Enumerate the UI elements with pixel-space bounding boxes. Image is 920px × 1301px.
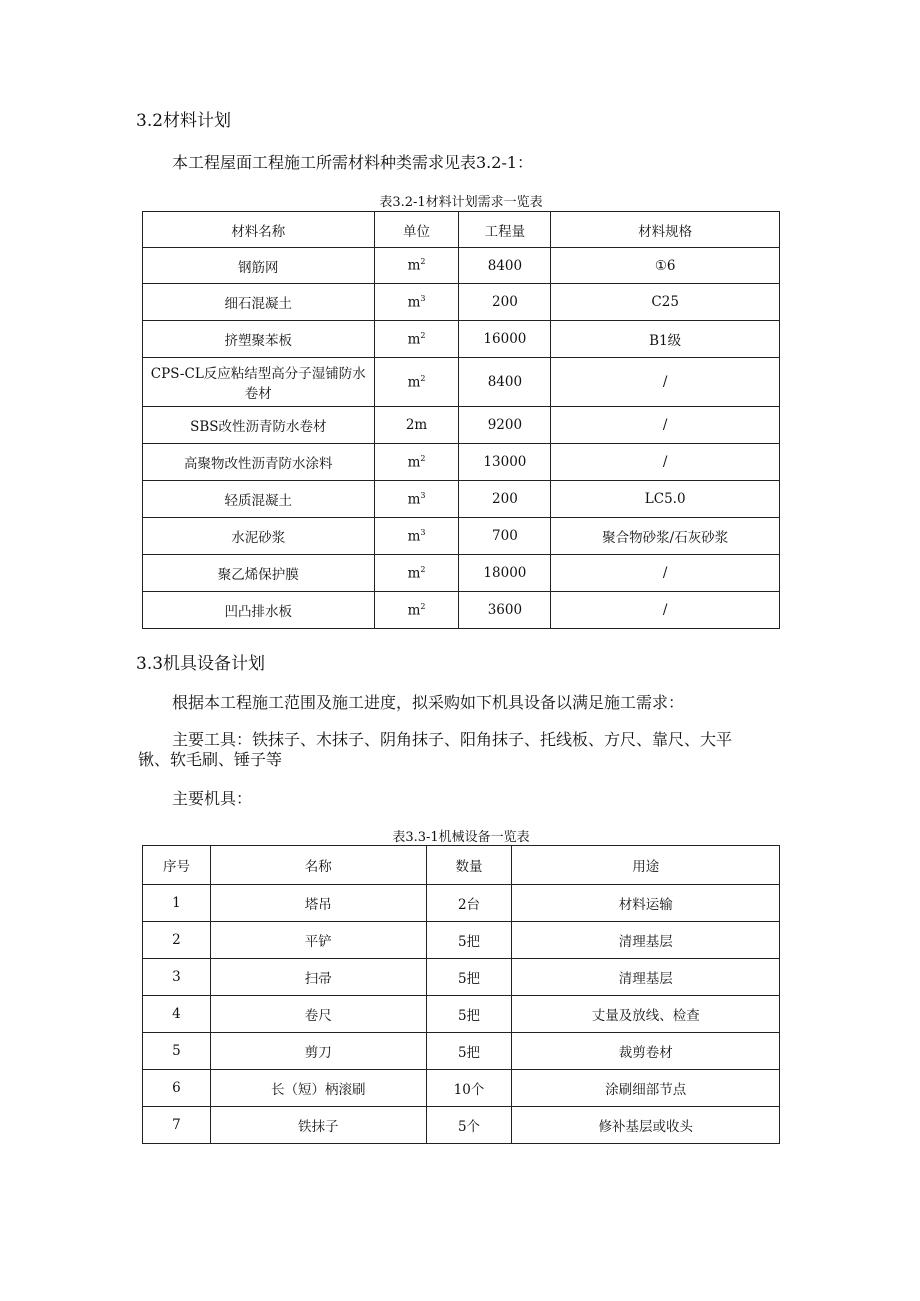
- unit-cell: [374, 321, 459, 358]
- table-row: [143, 481, 780, 518]
- header-cell: 材料名称: [143, 212, 375, 248]
- header-cell: 材料规格: [551, 212, 780, 248]
- header-cell: 用途: [512, 846, 780, 885]
- equipment-name-cell: 剪刀: [210, 1033, 426, 1070]
- table-row: [143, 518, 780, 555]
- unit-cell: [374, 284, 459, 321]
- usage-cell: 材料运输: [512, 885, 780, 922]
- quantity-cell: 5把: [426, 959, 512, 996]
- quantity-cell: 18000: [459, 555, 551, 592]
- equipment-name-cell: 扫帚: [210, 959, 426, 996]
- spec-cell: ①6: [551, 248, 780, 284]
- unit-cell: [374, 555, 459, 592]
- quantity-cell: 8400: [459, 358, 551, 407]
- unit-text: 2m: [405, 417, 428, 433]
- unit-exponent: 3: [420, 527, 426, 537]
- unit-text: m: [407, 294, 421, 311]
- table-caption-equipment: 表3.3-1机械设备一览表: [392, 830, 530, 845]
- spec-cell: /: [551, 444, 780, 481]
- unit-exponent: 2: [420, 330, 426, 340]
- row-number-cell: 5: [143, 1033, 211, 1070]
- header-cell: 名称: [210, 846, 426, 885]
- equipment-name-cell: 铁抹子: [210, 1107, 426, 1144]
- row-number-cell: 3: [143, 959, 211, 996]
- equipment-name-cell: 塔吊: [210, 885, 426, 922]
- unit-exponent: 3: [420, 490, 426, 500]
- quantity-cell: 8400: [459, 248, 551, 284]
- row-number-cell: 6: [143, 1070, 211, 1107]
- machines-label: 主要机具：: [172, 789, 253, 808]
- usage-cell: 修补基层或收头: [512, 1107, 780, 1144]
- material-name-cell: 聚乙烯保护膜: [143, 555, 375, 592]
- row-number-cell: 7: [143, 1107, 211, 1144]
- row-number-cell: 1: [143, 885, 211, 922]
- quantity-cell: 2台: [426, 885, 512, 922]
- unit-exponent: 2: [420, 601, 426, 611]
- quantity-cell: 16000: [459, 321, 551, 358]
- quantity-cell: 5把: [426, 922, 512, 959]
- header-cell: 序号: [143, 846, 211, 885]
- spec-cell: C25: [551, 284, 780, 321]
- unit-text: m: [407, 491, 421, 508]
- table-row: [143, 555, 780, 592]
- row-number-cell: 4: [143, 996, 211, 1033]
- quantity-cell: 5个: [426, 1107, 512, 1144]
- unit-cell: [374, 248, 459, 284]
- material-name-cell: 挤塑聚苯板: [143, 321, 375, 358]
- unit-text: m: [407, 565, 421, 582]
- unit-text: m: [407, 602, 421, 619]
- unit-text: m: [407, 331, 421, 348]
- unit-exponent: 3: [420, 293, 426, 303]
- quantity-cell: 13000: [459, 444, 551, 481]
- unit-exponent: 2: [420, 564, 426, 574]
- table-row: [143, 358, 780, 407]
- section-heading-3-2: 3.2材料计划: [136, 111, 232, 131]
- table-row: [143, 922, 780, 959]
- unit-text: m: [407, 257, 421, 274]
- spec-cell: /: [551, 555, 780, 592]
- spec-cell: /: [551, 592, 780, 629]
- section-intro-3-2: 本工程屋面工程施工所需材料种类需求见表3.2-1：: [172, 153, 534, 172]
- table-header-row: [143, 212, 780, 248]
- equipment-table: [142, 845, 780, 1144]
- unit-cell: [374, 444, 459, 481]
- header-cell: 工程量: [459, 212, 551, 248]
- material-name-cell: 钢筋网: [143, 248, 375, 284]
- materials-table: [142, 211, 780, 629]
- header-cell: 单位: [374, 212, 459, 248]
- material-name-cell: 水泥砂浆: [143, 518, 375, 555]
- usage-cell: 涂刷细部节点: [512, 1070, 780, 1107]
- material-name-cell: 轻质混凝土: [143, 481, 375, 518]
- table-row: [143, 248, 780, 284]
- usage-cell: 丈量及放线、检查: [512, 996, 780, 1033]
- table-row: [143, 996, 780, 1033]
- material-name-cell: 凹凸排水板: [143, 592, 375, 629]
- tools-line-1: 主要工具：铁抹子、木抹子、阴角抹子、阳角抹子、托线板、方尺、靠尺、大平: [172, 730, 733, 749]
- section-heading-3-3: 3.3机具设备计划: [136, 654, 266, 674]
- unit-exponent: 2: [420, 257, 426, 267]
- table-row: [143, 592, 780, 629]
- unit-cell: [374, 592, 459, 629]
- spec-cell: /: [551, 358, 780, 407]
- table-row: [143, 959, 780, 996]
- table-row: [143, 321, 780, 358]
- material-name-cell: CPS-CL反应粘结型高分子湿铺防水卷材: [143, 358, 375, 407]
- material-name-cell: 高聚物改性沥青防水涂料: [143, 444, 375, 481]
- table-row: [143, 885, 780, 922]
- spec-cell: LC5.0: [551, 481, 780, 518]
- quantity-cell: 5把: [426, 996, 512, 1033]
- table-caption-materials: 表3.2-1材料计划需求一览表: [379, 195, 543, 210]
- spec-cell: B1级: [551, 321, 780, 358]
- tools-line-2: 锹、软毛刷、锤子等: [138, 750, 283, 769]
- unit-text: m: [407, 374, 421, 391]
- quantity-cell: 700: [459, 518, 551, 555]
- unit-text: m: [407, 528, 421, 545]
- equipment-name-cell: 长（短）柄滚刷: [210, 1070, 426, 1107]
- quantity-cell: 200: [459, 284, 551, 321]
- usage-cell: 清理基层: [512, 922, 780, 959]
- equipment-name-cell: 平铲: [210, 922, 426, 959]
- material-name-cell: 细石混凝土: [143, 284, 375, 321]
- unit-text: m: [407, 454, 421, 471]
- quantity-cell: 10个: [426, 1070, 512, 1107]
- table-row: [143, 1070, 780, 1107]
- table-header-row: [143, 846, 780, 885]
- spec-cell: /: [551, 407, 780, 444]
- unit-cell: [374, 481, 459, 518]
- table-row: [143, 407, 780, 444]
- unit-exponent: 2: [420, 373, 426, 383]
- material-name-cell: SBS改性沥青防水卷材: [143, 407, 375, 444]
- table-row: [143, 284, 780, 321]
- unit-cell: [374, 358, 459, 407]
- row-number-cell: 2: [143, 922, 211, 959]
- unit-cell: [374, 407, 459, 444]
- spec-cell: 聚合物砂浆/石灰砂浆: [551, 518, 780, 555]
- table-row: [143, 1033, 780, 1070]
- unit-cell: [374, 518, 459, 555]
- equipment-name-cell: 卷尺: [210, 996, 426, 1033]
- header-cell: 数量: [426, 846, 512, 885]
- quantity-cell: 3600: [459, 592, 551, 629]
- usage-cell: 裁剪卷材: [512, 1033, 780, 1070]
- table-row: [143, 444, 780, 481]
- usage-cell: 清理基层: [512, 959, 780, 996]
- quantity-cell: 200: [459, 481, 551, 518]
- quantity-cell: 9200: [459, 407, 551, 444]
- unit-exponent: 2: [420, 453, 426, 463]
- table-row: [143, 1107, 780, 1144]
- section-intro-3-3: 根据本工程施工范围及施工进度，拟采购如下机具设备以满足施工需求：: [172, 693, 685, 712]
- quantity-cell: 5把: [426, 1033, 512, 1070]
